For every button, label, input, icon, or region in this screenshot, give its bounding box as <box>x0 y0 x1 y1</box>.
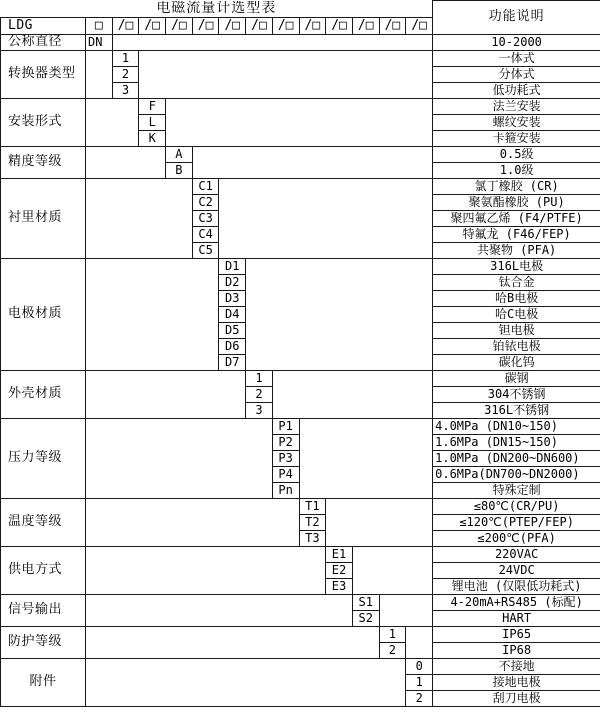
option-description: 1.6MPa (DN15~150) <box>433 434 600 450</box>
page-title: 电磁流量计选型表 <box>1 1 433 18</box>
table-row <box>1 594 600 610</box>
table-row <box>1 546 600 562</box>
option-code: P2 <box>272 434 299 450</box>
function-description-header: 功能说明 <box>433 1 600 35</box>
model-checkbox: □ <box>86 17 113 34</box>
option-description: IP68 <box>433 642 600 658</box>
option-code: 2 <box>379 642 406 658</box>
model-slash-checkbox: /□ <box>246 17 273 34</box>
option-code: 0 <box>406 658 433 674</box>
option-description: 聚四氟乙烯 (F4/PTFE) <box>433 210 600 226</box>
option-code: 2 <box>406 690 433 706</box>
option-description: 钛合金 <box>433 274 600 290</box>
category-label: 防护等级 <box>1 626 86 658</box>
model-slash-checkbox: /□ <box>112 17 139 34</box>
option-code: L <box>139 114 166 130</box>
option-code: T3 <box>299 530 326 546</box>
spacer-cell <box>166 98 433 146</box>
spacer-cell <box>86 658 406 706</box>
spacer-cell <box>86 258 219 370</box>
option-description: 接地电极 <box>433 674 600 690</box>
model-slash-checkbox: /□ <box>379 17 406 34</box>
spacer-cell <box>192 146 432 178</box>
option-code: D4 <box>219 306 246 322</box>
option-description: 一体式 <box>433 50 600 66</box>
category-label: 安装形式 <box>1 98 86 146</box>
spacer-cell <box>352 546 432 594</box>
spacer-cell <box>86 498 300 546</box>
option-code: 1 <box>406 674 433 690</box>
option-description: 碳化钨 <box>433 354 600 370</box>
spacer-cell <box>86 50 113 98</box>
option-description: 螺纹安装 <box>433 114 600 130</box>
option-description: 法兰安装 <box>433 98 600 114</box>
option-code: S2 <box>352 610 379 626</box>
model-slash-checkbox: /□ <box>166 17 193 34</box>
option-code: P4 <box>272 466 299 482</box>
option-code: 1 <box>112 50 139 66</box>
option-code: D5 <box>219 322 246 338</box>
category-label: 转换器类型 <box>1 50 86 98</box>
option-description: 氯丁橡胶 (CR) <box>433 178 600 194</box>
option-code: DN <box>86 34 113 50</box>
category-label: 电极材质 <box>1 258 86 370</box>
table-row <box>1 658 600 674</box>
spacer-cell <box>326 498 433 546</box>
option-code: 2 <box>112 66 139 82</box>
option-code: C4 <box>192 226 219 242</box>
option-code: T1 <box>299 498 326 514</box>
option-description: 分体式 <box>433 66 600 82</box>
option-code: D1 <box>219 258 246 274</box>
option-code: D2 <box>219 274 246 290</box>
option-description: 锂电池 (仅限低功耗式) <box>433 578 600 594</box>
option-description: 哈B电极 <box>433 290 600 306</box>
option-description: IP65 <box>433 626 600 642</box>
option-code: P1 <box>272 418 299 434</box>
option-code: 2 <box>246 386 273 402</box>
spacer-cell <box>86 178 193 258</box>
option-code: B <box>166 162 193 178</box>
table-row <box>1 626 600 642</box>
option-description: 共聚物 (PFA) <box>433 242 600 258</box>
spacer-cell <box>86 594 353 626</box>
spacer-cell <box>86 98 139 146</box>
spacer-cell <box>112 34 432 50</box>
model-slash-checkbox: /□ <box>219 17 246 34</box>
option-code: E3 <box>326 578 353 594</box>
option-code: D6 <box>219 338 246 354</box>
table-row <box>1 98 600 114</box>
option-code: C1 <box>192 178 219 194</box>
option-description: 特殊定制 <box>433 482 600 498</box>
table-row <box>1 498 600 514</box>
category-label: 供电方式 <box>1 546 86 594</box>
option-description: 0.6MPa(DN700~DN2000) <box>433 466 600 482</box>
spacer-cell <box>246 258 433 370</box>
model-prefix: LDG <box>1 17 86 34</box>
table-row <box>1 370 600 386</box>
option-description: 10-2000 <box>433 34 600 50</box>
dn-row <box>1 34 600 50</box>
option-description: 0.5级 <box>433 146 600 162</box>
category-label: 公称直径 <box>1 34 86 50</box>
option-code: D7 <box>219 354 246 370</box>
option-description: 4-20mA+RS485 (标配) <box>433 594 600 610</box>
spacer-cell <box>272 370 432 418</box>
option-description: 不接地 <box>433 658 600 674</box>
spacer-cell <box>86 370 246 418</box>
model-slash-checkbox: /□ <box>352 17 379 34</box>
category-label: 衬里材质 <box>1 178 86 258</box>
category-label: 信号输出 <box>1 594 86 626</box>
model-slash-checkbox: /□ <box>406 17 433 34</box>
option-code: 3 <box>246 402 273 418</box>
spacer-cell <box>379 594 433 626</box>
option-description: 卡箍安装 <box>433 130 600 146</box>
option-description: ≤200℃(PFA) <box>433 530 600 546</box>
option-description: HART <box>433 610 600 626</box>
spacer-cell <box>139 50 433 98</box>
option-code: Pn <box>272 482 299 498</box>
option-description: 哈C电极 <box>433 306 600 322</box>
model-slash-checkbox: /□ <box>139 17 166 34</box>
option-description: 铂铱电极 <box>433 338 600 354</box>
table-row <box>1 146 600 162</box>
option-code: E2 <box>326 562 353 578</box>
model-slash-checkbox: /□ <box>192 17 219 34</box>
category-label: 温度等级 <box>1 498 86 546</box>
category-label: 压力等级 <box>1 418 86 498</box>
option-code: D3 <box>219 290 246 306</box>
table-row <box>1 258 600 274</box>
option-description: 24VDC <box>433 562 600 578</box>
option-code: 1 <box>379 626 406 642</box>
title-row <box>1 1 600 18</box>
option-code: K <box>139 130 166 146</box>
option-description: 316L不锈钢 <box>433 402 600 418</box>
option-description: 低功耗式 <box>433 82 600 98</box>
option-description: 304不锈钢 <box>433 386 600 402</box>
model-slash-checkbox: /□ <box>326 17 353 34</box>
option-code: C5 <box>192 242 219 258</box>
model-slash-checkbox: /□ <box>299 17 326 34</box>
option-description: 1.0MPa (DN200~DN600) <box>433 450 600 466</box>
table-row <box>1 418 600 434</box>
option-code: C2 <box>192 194 219 210</box>
option-code: A <box>166 146 193 162</box>
option-description: 聚氨酯橡胶 (PU) <box>433 194 600 210</box>
option-code: T2 <box>299 514 326 530</box>
option-code: 3 <box>112 82 139 98</box>
spacer-cell <box>406 626 433 658</box>
option-description: 刮刀电极 <box>433 690 600 706</box>
spacer-cell <box>86 146 166 178</box>
category-label: 外壳材质 <box>1 370 86 418</box>
spacer-cell <box>86 546 326 594</box>
option-description: 钽电极 <box>433 322 600 338</box>
table-row <box>1 178 600 194</box>
option-description: ≤80℃(CR/PU) <box>433 498 600 514</box>
option-description: 特氟龙 (F46/FEP) <box>433 226 600 242</box>
option-description: 碳钢 <box>433 370 600 386</box>
spacer-cell <box>86 626 380 658</box>
option-code: P3 <box>272 450 299 466</box>
spacer-cell <box>86 418 273 498</box>
table-row <box>1 50 600 66</box>
spacer-cell <box>299 418 433 498</box>
option-code: C3 <box>192 210 219 226</box>
category-label: 附件 <box>1 658 86 706</box>
option-code: F <box>139 98 166 114</box>
option-description: ≤120℃(PTEP/FEP) <box>433 514 600 530</box>
option-description: 220VAC <box>433 546 600 562</box>
option-description: 1.0级 <box>433 162 600 178</box>
model-slash-checkbox: /□ <box>272 17 299 34</box>
option-code: E1 <box>326 546 353 562</box>
option-description: 4.0MPa (DN10~150) <box>433 418 600 434</box>
category-label: 精度等级 <box>1 146 86 178</box>
option-code: S1 <box>352 594 379 610</box>
option-code: 1 <box>246 370 273 386</box>
spacer-cell <box>219 178 433 258</box>
option-description: 316L电极 <box>433 258 600 274</box>
